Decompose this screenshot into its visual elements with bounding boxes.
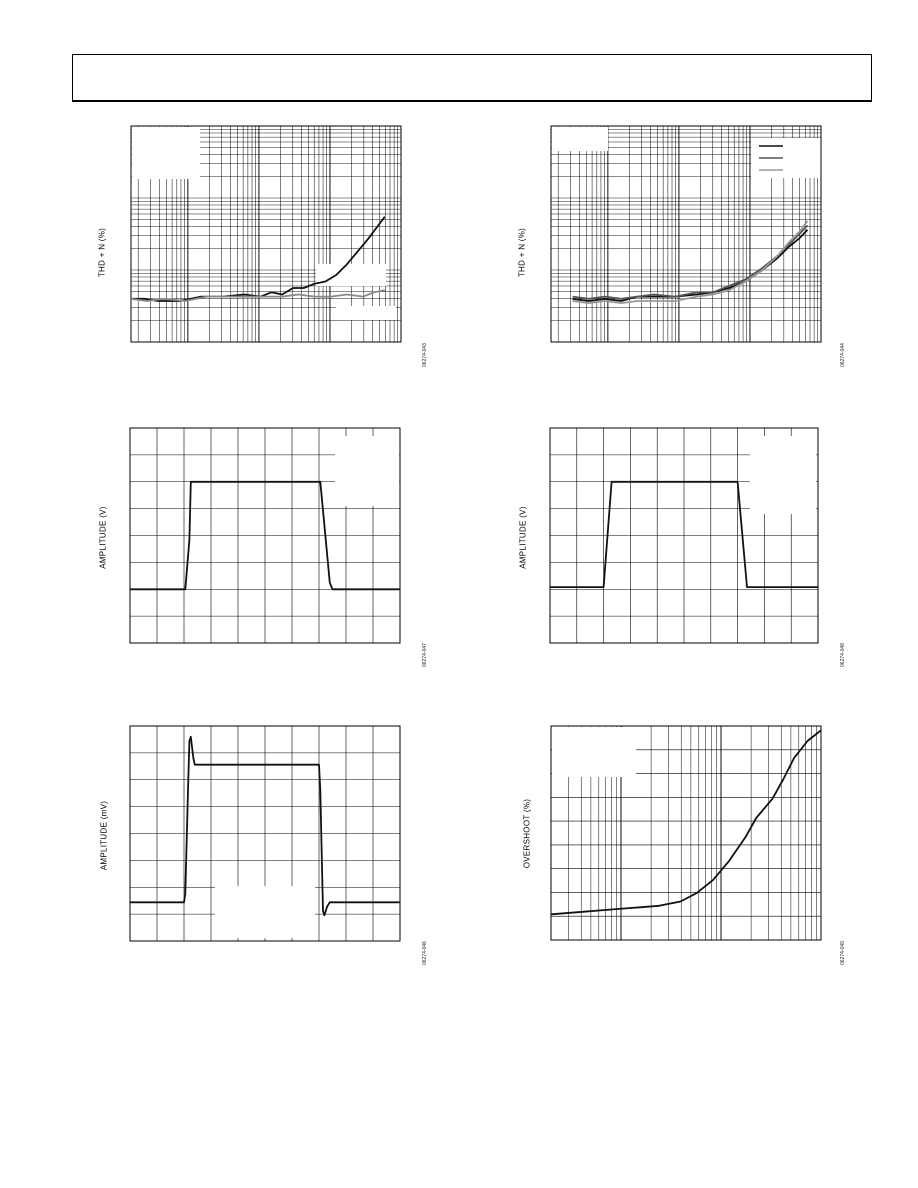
annotation-box xyxy=(552,127,608,151)
chart-svg xyxy=(510,420,860,680)
annotation-box xyxy=(552,727,636,777)
annotation-box xyxy=(750,436,816,514)
plot-area xyxy=(551,126,846,342)
figure-code: 06274-047 xyxy=(422,643,428,667)
plot-area xyxy=(550,428,818,643)
chart-panel-thd-1 xyxy=(90,120,440,380)
figure-code: 06274-043 xyxy=(422,343,428,367)
plot-area xyxy=(131,126,401,342)
chart-panel-amplitude-v-2 xyxy=(510,420,860,680)
figure-code: 06274-049 xyxy=(840,941,846,965)
page-header-box xyxy=(72,54,872,102)
y-axis-label: THD + N (%) xyxy=(517,227,527,278)
y-axis-label: AMPLITUDE (V) xyxy=(98,506,108,569)
figure-code: 06274-048 xyxy=(840,643,846,667)
y-axis-label: AMPLITUDE (V) xyxy=(518,506,528,569)
plot-area xyxy=(130,428,400,643)
chart-panel-amplitude-v-1 xyxy=(90,420,440,680)
chart-svg xyxy=(90,718,440,978)
chart-panel-overshoot xyxy=(510,718,860,978)
y-axis-label: OVERSHOOT (%) xyxy=(522,798,532,869)
annotation-box xyxy=(336,306,396,320)
annotation-box xyxy=(215,886,315,938)
series-line-1 xyxy=(131,217,385,301)
plot-area xyxy=(130,726,400,941)
annotation-box xyxy=(316,264,386,286)
y-axis-label: AMPLITUDE (mV) xyxy=(99,800,109,871)
figure-code: 06274-046 xyxy=(422,941,428,965)
chart-svg xyxy=(510,120,860,380)
chart-svg xyxy=(510,718,860,978)
figure-code: 06274-044 xyxy=(840,343,846,367)
annotation-box xyxy=(335,436,399,506)
chart-svg xyxy=(90,120,440,380)
y-axis-label: THD + N (%) xyxy=(97,227,107,278)
chart-svg xyxy=(90,420,440,680)
annotation-box xyxy=(132,127,200,179)
plot-area xyxy=(551,726,821,940)
chart-panel-thd-2 xyxy=(510,120,860,380)
chart-panel-amplitude-mv xyxy=(90,718,440,978)
